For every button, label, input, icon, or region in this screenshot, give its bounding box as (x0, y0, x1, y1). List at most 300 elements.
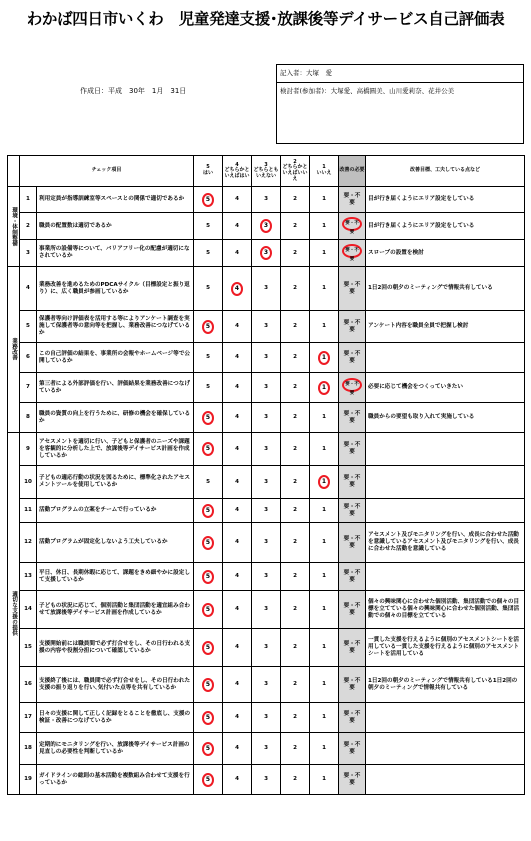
score-value: 3 (264, 714, 268, 720)
score-value: 2 (293, 249, 297, 256)
improvement-needed-label: 要・不要 (343, 503, 361, 517)
score-cell-2[interactable] (281, 629, 310, 667)
score-cell-1[interactable] (310, 466, 339, 499)
score-value: 1 (322, 714, 326, 720)
score-value: 1 (322, 445, 326, 452)
header-scale-5: 5 はい (194, 156, 223, 187)
score-cell-4[interactable] (223, 733, 252, 765)
score-cell-2[interactable] (281, 499, 310, 523)
score-value: 1 (322, 249, 326, 256)
row-number: 2 (20, 213, 37, 240)
score-cell-1[interactable] (310, 267, 339, 311)
improvement-needed[interactable] (339, 523, 366, 563)
score-cell-4[interactable] (223, 591, 252, 629)
score-cell-5[interactable] (194, 563, 223, 591)
improvement-needed[interactable] (339, 187, 366, 213)
score-value: 3 (264, 507, 268, 513)
score-cell-2[interactable] (281, 563, 310, 591)
row-number: 8 (20, 403, 37, 433)
score-value: 4 (235, 445, 239, 452)
improvement-note: 1日2回の朝夕のミーティングで情報共有している1日2回の朝夕のミーティングで情報共有している (366, 667, 525, 703)
improvement-needed-label: 要・不要 (343, 192, 361, 206)
score-value: 4 (235, 323, 239, 329)
score-cell-5[interactable] (194, 667, 223, 703)
header-scale-3: 3 どちらともいえない (252, 156, 281, 187)
table-row (8, 433, 525, 466)
check-item: この自己評価の結果を、事業所の会報やホームページ等で公開しているか (37, 343, 194, 373)
table-row (8, 311, 525, 343)
score-value: 4 (235, 606, 239, 612)
improvement-needed-label: 要・不要 (343, 442, 361, 455)
header-scale-2: 2 どちらかといえばいいえ (281, 156, 310, 187)
score-cell-4[interactable] (223, 267, 252, 311)
header-scale-4: 4 どちらかといえばはい (223, 156, 252, 187)
score-value: 1 (322, 323, 326, 329)
row-number: 3 (20, 240, 37, 267)
improvement-note: 目が行き届くようにエリア設定をしている (366, 213, 525, 240)
category-label: 適切な支援の提供 (8, 433, 20, 795)
improvement-needed-label: 要・不要 (342, 244, 362, 258)
score-value: 4 (235, 384, 239, 390)
score-value: 1 (322, 573, 326, 579)
improvement-needed-label: 要・不要 (343, 281, 361, 295)
check-item: 利用定員が指導訓練室等スペースとの関係で適切であるか (37, 187, 194, 213)
score-cell-3[interactable] (252, 765, 281, 795)
check-item: 業務改善を進めるためのPDCAサイクル（目標設定と振り返り）に、広く職員が参画しているか (37, 267, 194, 311)
selected-score: 3 (260, 219, 272, 233)
score-cell-3[interactable] (252, 213, 281, 240)
check-item: 支援終了後には、職員間で必ず打合せをし、その日行われた支援の振り返りを行い､気付いた点等を共有しているか (37, 667, 194, 703)
score-cell-4[interactable] (223, 703, 252, 733)
evaluation-table (7, 155, 525, 795)
recorder: 記入者：大塚 愛 (277, 65, 523, 83)
score-value: 2 (293, 285, 297, 291)
score-value: 2 (293, 478, 297, 485)
score-cell-4[interactable] (223, 563, 252, 591)
improvement-note: アセスメント及びモニタリングを行い、成長に合わせた活動を意識しているアセスメント及びモニタリングを行い、成長に合わせた活動を意識している (366, 523, 525, 563)
page-title: わかば四日市いくわ 児童発達支援･放課後等デイサービス自己評価表 (26, 10, 505, 28)
score-cell-1[interactable] (310, 373, 339, 403)
score-cell-3[interactable] (252, 733, 281, 765)
score-cell-5[interactable] (194, 240, 223, 267)
header-item: チェック項目 (20, 156, 194, 187)
header-scale-1: 1 いいえ (310, 156, 339, 187)
check-item: 定期的にモニタリングを行い、放課後等デイサービス計画の見直しの必要性を判断しているか (37, 733, 194, 765)
improvement-needed-label: 要・不要 (343, 535, 361, 549)
score-cell-5[interactable] (194, 523, 223, 563)
score-value: 1 (322, 745, 326, 751)
header-blank (8, 156, 20, 187)
selected-score: 5 (202, 678, 214, 692)
score-cell-3[interactable] (252, 499, 281, 523)
score-cell-3[interactable] (252, 523, 281, 563)
improvement-note: 一貫した支援を行えるように個別のアセスメントシートを活用している一貫した支援を行えるように個別のアセスメントシートを活用している (366, 629, 525, 667)
row-number: 19 (20, 765, 37, 795)
score-value: 4 (235, 249, 239, 256)
selected-score: 5 (202, 411, 214, 425)
improvement-needed[interactable] (339, 563, 366, 591)
improvement-needed[interactable] (339, 403, 366, 433)
selected-score: 5 (202, 320, 214, 334)
row-number: 15 (20, 629, 37, 667)
improvement-needed-label: 要・不要 (343, 710, 361, 724)
improvement-needed[interactable] (339, 667, 366, 703)
score-value: 3 (264, 285, 268, 291)
score-value: 2 (293, 714, 297, 720)
score-cell-2[interactable] (281, 373, 310, 403)
table-row (8, 703, 525, 733)
score-cell-3[interactable] (252, 240, 281, 267)
improvement-needed[interactable] (339, 433, 366, 466)
score-value: 1 (322, 414, 326, 420)
score-cell-4[interactable] (223, 311, 252, 343)
score-cell-2[interactable] (281, 403, 310, 433)
score-value: 5 (206, 222, 210, 229)
score-cell-4[interactable] (223, 667, 252, 703)
row-number: 14 (20, 591, 37, 629)
improvement-note (366, 343, 525, 373)
score-cell-3[interactable] (252, 667, 281, 703)
score-cell-2[interactable] (281, 591, 310, 629)
score-cell-3[interactable] (252, 563, 281, 591)
score-cell-5[interactable] (194, 765, 223, 795)
score-value: 4 (235, 354, 239, 360)
score-cell-3[interactable] (252, 703, 281, 733)
score-value: 2 (293, 222, 297, 229)
improvement-needed-label: 要・不要 (343, 677, 361, 691)
score-value: 2 (293, 384, 297, 390)
score-value: 3 (264, 445, 268, 452)
check-item: アセスメントを適切に行い、子どもと保護者のニーズや課題を客観的に分析した上で、放課後等デイサービス計画を作成しているか (37, 433, 194, 466)
score-cell-5[interactable] (194, 213, 223, 240)
table-row (8, 629, 525, 667)
score-cell-1[interactable] (310, 403, 339, 433)
score-value: 4 (235, 478, 239, 485)
improvement-needed-label: 要・不要 (343, 569, 361, 583)
check-item: 第三者による外部評価を行い、評価結果を業務改善につなげているか (37, 373, 194, 403)
check-item: 事業所の設備等について、バリアフリー化の配慮が適切になされているか (37, 240, 194, 267)
improvement-needed[interactable] (339, 733, 366, 765)
score-cell-3[interactable] (252, 343, 281, 373)
score-value: 2 (293, 354, 297, 360)
improvement-needed-label: 要・不要 (343, 350, 361, 364)
score-cell-1[interactable] (310, 433, 339, 466)
check-item: 活動プログラムが固定化しないよう工夫しているか (37, 523, 194, 563)
improvement-needed[interactable] (339, 373, 366, 403)
score-cell-5[interactable] (194, 403, 223, 433)
score-value: 4 (235, 196, 239, 202)
score-value: 5 (206, 384, 210, 390)
score-cell-4[interactable] (223, 433, 252, 466)
table-row (8, 466, 525, 499)
score-value: 4 (235, 681, 239, 687)
score-value: 5 (206, 249, 210, 256)
score-value: 4 (235, 644, 239, 650)
score-value: 2 (293, 776, 297, 782)
score-cell-1[interactable] (310, 499, 339, 523)
score-value: 2 (293, 644, 297, 650)
category-label: 業務改善 (8, 267, 20, 433)
score-cell-4[interactable] (223, 523, 252, 563)
table-row (8, 240, 525, 267)
row-number: 17 (20, 703, 37, 733)
selected-score: 5 (202, 504, 214, 518)
score-cell-4[interactable] (223, 343, 252, 373)
score-cell-1[interactable] (310, 240, 339, 267)
category-label: 環境・体制整備 (8, 187, 20, 267)
row-number: 9 (20, 433, 37, 466)
score-cell-2[interactable] (281, 466, 310, 499)
score-cell-4[interactable] (223, 466, 252, 499)
score-cell-4[interactable] (223, 765, 252, 795)
score-value: 2 (293, 539, 297, 545)
score-cell-1[interactable] (310, 213, 339, 240)
improvement-needed[interactable] (339, 240, 366, 267)
score-value: 4 (235, 222, 239, 229)
table-row (8, 733, 525, 765)
score-value: 1 (322, 196, 326, 202)
improvement-note: 職員からの要望も取り入れて実施している (366, 403, 525, 433)
score-cell-2[interactable] (281, 267, 310, 311)
score-value: 5 (206, 354, 210, 360)
table-row (8, 591, 525, 629)
table-row (8, 187, 525, 213)
check-item: 子どもの適応行動の状況を図るために、標準化されたアセスメントツールを使用しているか (37, 466, 194, 499)
improvement-needed[interactable] (339, 629, 366, 667)
selected-score: 1 (318, 381, 330, 395)
improvement-needed[interactable] (339, 499, 366, 523)
score-cell-2[interactable] (281, 311, 310, 343)
selected-score: 5 (202, 742, 214, 756)
table-row (8, 373, 525, 403)
score-value: 4 (235, 539, 239, 545)
selected-score: 1 (318, 351, 330, 365)
score-value: 3 (264, 644, 268, 650)
score-cell-1[interactable] (310, 703, 339, 733)
score-cell-5[interactable] (194, 187, 223, 213)
score-cell-3[interactable] (252, 373, 281, 403)
score-cell-3[interactable] (252, 403, 281, 433)
score-cell-3[interactable] (252, 267, 281, 311)
score-cell-2[interactable] (281, 433, 310, 466)
score-cell-1[interactable] (310, 523, 339, 563)
score-cell-4[interactable] (223, 373, 252, 403)
score-cell-1[interactable] (310, 311, 339, 343)
improvement-note (366, 466, 525, 499)
score-cell-1[interactable] (310, 629, 339, 667)
score-cell-2[interactable] (281, 343, 310, 373)
improvement-needed[interactable] (339, 591, 366, 629)
improvement-needed[interactable] (339, 213, 366, 240)
score-value: 1 (322, 222, 326, 229)
improvement-needed-label: 要・不要 (342, 217, 362, 231)
check-item: 支援開始前には職員間で必ず打合せをし、その日行われる支援の内容や役割分担について確認しているか (37, 629, 194, 667)
improvement-needed-label: 要・不要 (343, 741, 361, 755)
improvement-needed-label: 要・不要 (343, 319, 361, 333)
score-value: 2 (293, 745, 297, 751)
row-number: 12 (20, 523, 37, 563)
score-cell-2[interactable] (281, 240, 310, 267)
score-cell-5[interactable] (194, 267, 223, 311)
score-cell-5[interactable] (194, 499, 223, 523)
table-row (8, 343, 525, 373)
score-cell-3[interactable] (252, 629, 281, 667)
improvement-note: 必要に応じて機会をつくっていきたい (366, 373, 525, 403)
score-cell-4[interactable] (223, 240, 252, 267)
selected-score: 3 (260, 246, 272, 260)
score-cell-4[interactable] (223, 403, 252, 433)
selected-score: 1 (318, 475, 330, 489)
score-value: 3 (264, 478, 268, 485)
score-value: 3 (264, 384, 268, 390)
score-cell-3[interactable] (252, 187, 281, 213)
score-cell-5[interactable] (194, 373, 223, 403)
score-cell-1[interactable] (310, 591, 339, 629)
score-value: 2 (293, 323, 297, 329)
score-cell-4[interactable] (223, 213, 252, 240)
check-item: 職員の配置数は適切であるか (37, 213, 194, 240)
score-cell-5[interactable] (194, 591, 223, 629)
score-cell-2[interactable] (281, 733, 310, 765)
score-cell-5[interactable] (194, 629, 223, 667)
score-value: 1 (322, 644, 326, 650)
score-cell-4[interactable] (223, 187, 252, 213)
improvement-needed[interactable] (339, 466, 366, 499)
score-value: 2 (293, 681, 297, 687)
selected-score: 4 (231, 282, 243, 296)
check-item: 活動プログラムの立案をチームで行っているか (37, 499, 194, 523)
improvement-needed-label: 要・不要 (343, 640, 361, 654)
improvement-needed-label: 要・不要 (343, 602, 361, 616)
score-value: 2 (293, 196, 297, 202)
score-cell-2[interactable] (281, 703, 310, 733)
score-value: 3 (264, 354, 268, 360)
score-value: 2 (293, 445, 297, 452)
score-cell-4[interactable] (223, 499, 252, 523)
score-cell-2[interactable] (281, 523, 310, 563)
score-cell-1[interactable] (310, 187, 339, 213)
improvement-needed-label: 要・不要 (343, 772, 361, 786)
score-value: 3 (264, 196, 268, 202)
score-value: 3 (264, 323, 268, 329)
improvement-note: 個々の興味関心に合わせた個別活動、集団活動での個々の目標を立てている個々の興味関心に合わせた個別活動、集団活動での個々の目標を立てている (366, 591, 525, 629)
score-cell-1[interactable] (310, 733, 339, 765)
score-cell-3[interactable] (252, 591, 281, 629)
score-value: 2 (293, 414, 297, 420)
score-value: 3 (264, 745, 268, 751)
improvement-note: 1日2回の朝夕のミーティングで情報共有している (366, 267, 525, 311)
row-number: 13 (20, 563, 37, 591)
score-cell-5[interactable] (194, 703, 223, 733)
improvement-note: アンケート内容を職員全員で把握し検討 (366, 311, 525, 343)
improvement-note (366, 765, 525, 795)
score-cell-2[interactable] (281, 765, 310, 795)
score-cell-1[interactable] (310, 667, 339, 703)
score-cell-1[interactable] (310, 765, 339, 795)
info-box (276, 64, 524, 144)
table-row (8, 213, 525, 240)
score-value: 1 (322, 539, 326, 545)
check-item: 平日、休日、長期休暇に応じて、課題をきめ細やかに設定して支援しているか (37, 563, 194, 591)
score-cell-2[interactable] (281, 187, 310, 213)
score-value: 3 (264, 539, 268, 545)
row-number: 1 (20, 187, 37, 213)
improvement-note (366, 733, 525, 765)
score-cell-5[interactable] (194, 343, 223, 373)
improvement-needed[interactable] (339, 343, 366, 373)
reviewers: 検討者(参加者)：大塚愛、高橋圓美、山川愛莉奈、花井公美 (280, 87, 455, 95)
improvement-needed-label: 要・不要 (343, 410, 361, 424)
improvement-needed-label: 要・不要 (343, 475, 361, 488)
improvement-note: スロープの設置を検討 (366, 240, 525, 267)
improvement-note (366, 563, 525, 591)
score-value: 4 (235, 573, 239, 579)
row-number: 5 (20, 311, 37, 343)
check-item: ガイドラインの総則の基本活動を複数組み合わせて支援を行っているか (37, 765, 194, 795)
score-value: 5 (206, 285, 210, 291)
score-value: 2 (293, 507, 297, 513)
score-value: 1 (322, 507, 326, 513)
score-value: 4 (235, 414, 239, 420)
selected-score: 5 (202, 773, 214, 787)
created-value: 平成 30年 1月 31日 (108, 87, 187, 95)
row-number: 4 (20, 267, 37, 311)
table-row (8, 499, 525, 523)
score-cell-5[interactable] (194, 433, 223, 466)
improvement-note (366, 433, 525, 466)
selected-score: 5 (202, 711, 214, 725)
score-value: 3 (264, 414, 268, 420)
score-value: 4 (235, 714, 239, 720)
selected-score: 5 (202, 442, 214, 456)
selected-score: 5 (202, 570, 214, 584)
table-row (8, 267, 525, 311)
score-value: 2 (293, 573, 297, 579)
score-value: 3 (264, 681, 268, 687)
improvement-needed[interactable] (339, 703, 366, 733)
score-cell-3[interactable] (252, 466, 281, 499)
improvement-needed[interactable] (339, 765, 366, 795)
check-item: 保護者等向け評価表を活用する等によりアンケート調査を実施して保護者等の意向等を把握し、業務改善につなげているか (37, 311, 194, 343)
improvement-needed[interactable] (339, 311, 366, 343)
improvement-needed-label: 要・不要 (342, 378, 362, 392)
score-value: 1 (322, 681, 326, 687)
header-must: 改善の必要 (339, 156, 366, 187)
check-item: 子どもの状況に応じて、個別活動と集団活動を適宜組み合わせて放課後等デイサービス計画を作成しているか (37, 591, 194, 629)
row-number: 18 (20, 733, 37, 765)
selected-score: 5 (202, 536, 214, 550)
row-number: 7 (20, 373, 37, 403)
check-item: 職員の資質の向上を行うために、研修の機会を確保しているか (37, 403, 194, 433)
table-row (8, 563, 525, 591)
score-value: 2 (293, 606, 297, 612)
improvement-needed[interactable] (339, 267, 366, 311)
score-cell-2[interactable] (281, 667, 310, 703)
score-value: 4 (235, 776, 239, 782)
score-cell-3[interactable] (252, 433, 281, 466)
score-cell-5[interactable] (194, 733, 223, 765)
score-cell-5[interactable] (194, 311, 223, 343)
score-value: 1 (322, 776, 326, 782)
score-value: 3 (264, 776, 268, 782)
score-cell-1[interactable] (310, 563, 339, 591)
score-cell-1[interactable] (310, 343, 339, 373)
row-number: 16 (20, 667, 37, 703)
score-cell-4[interactable] (223, 629, 252, 667)
score-cell-3[interactable] (252, 311, 281, 343)
score-cell-2[interactable] (281, 213, 310, 240)
score-cell-5[interactable] (194, 466, 223, 499)
